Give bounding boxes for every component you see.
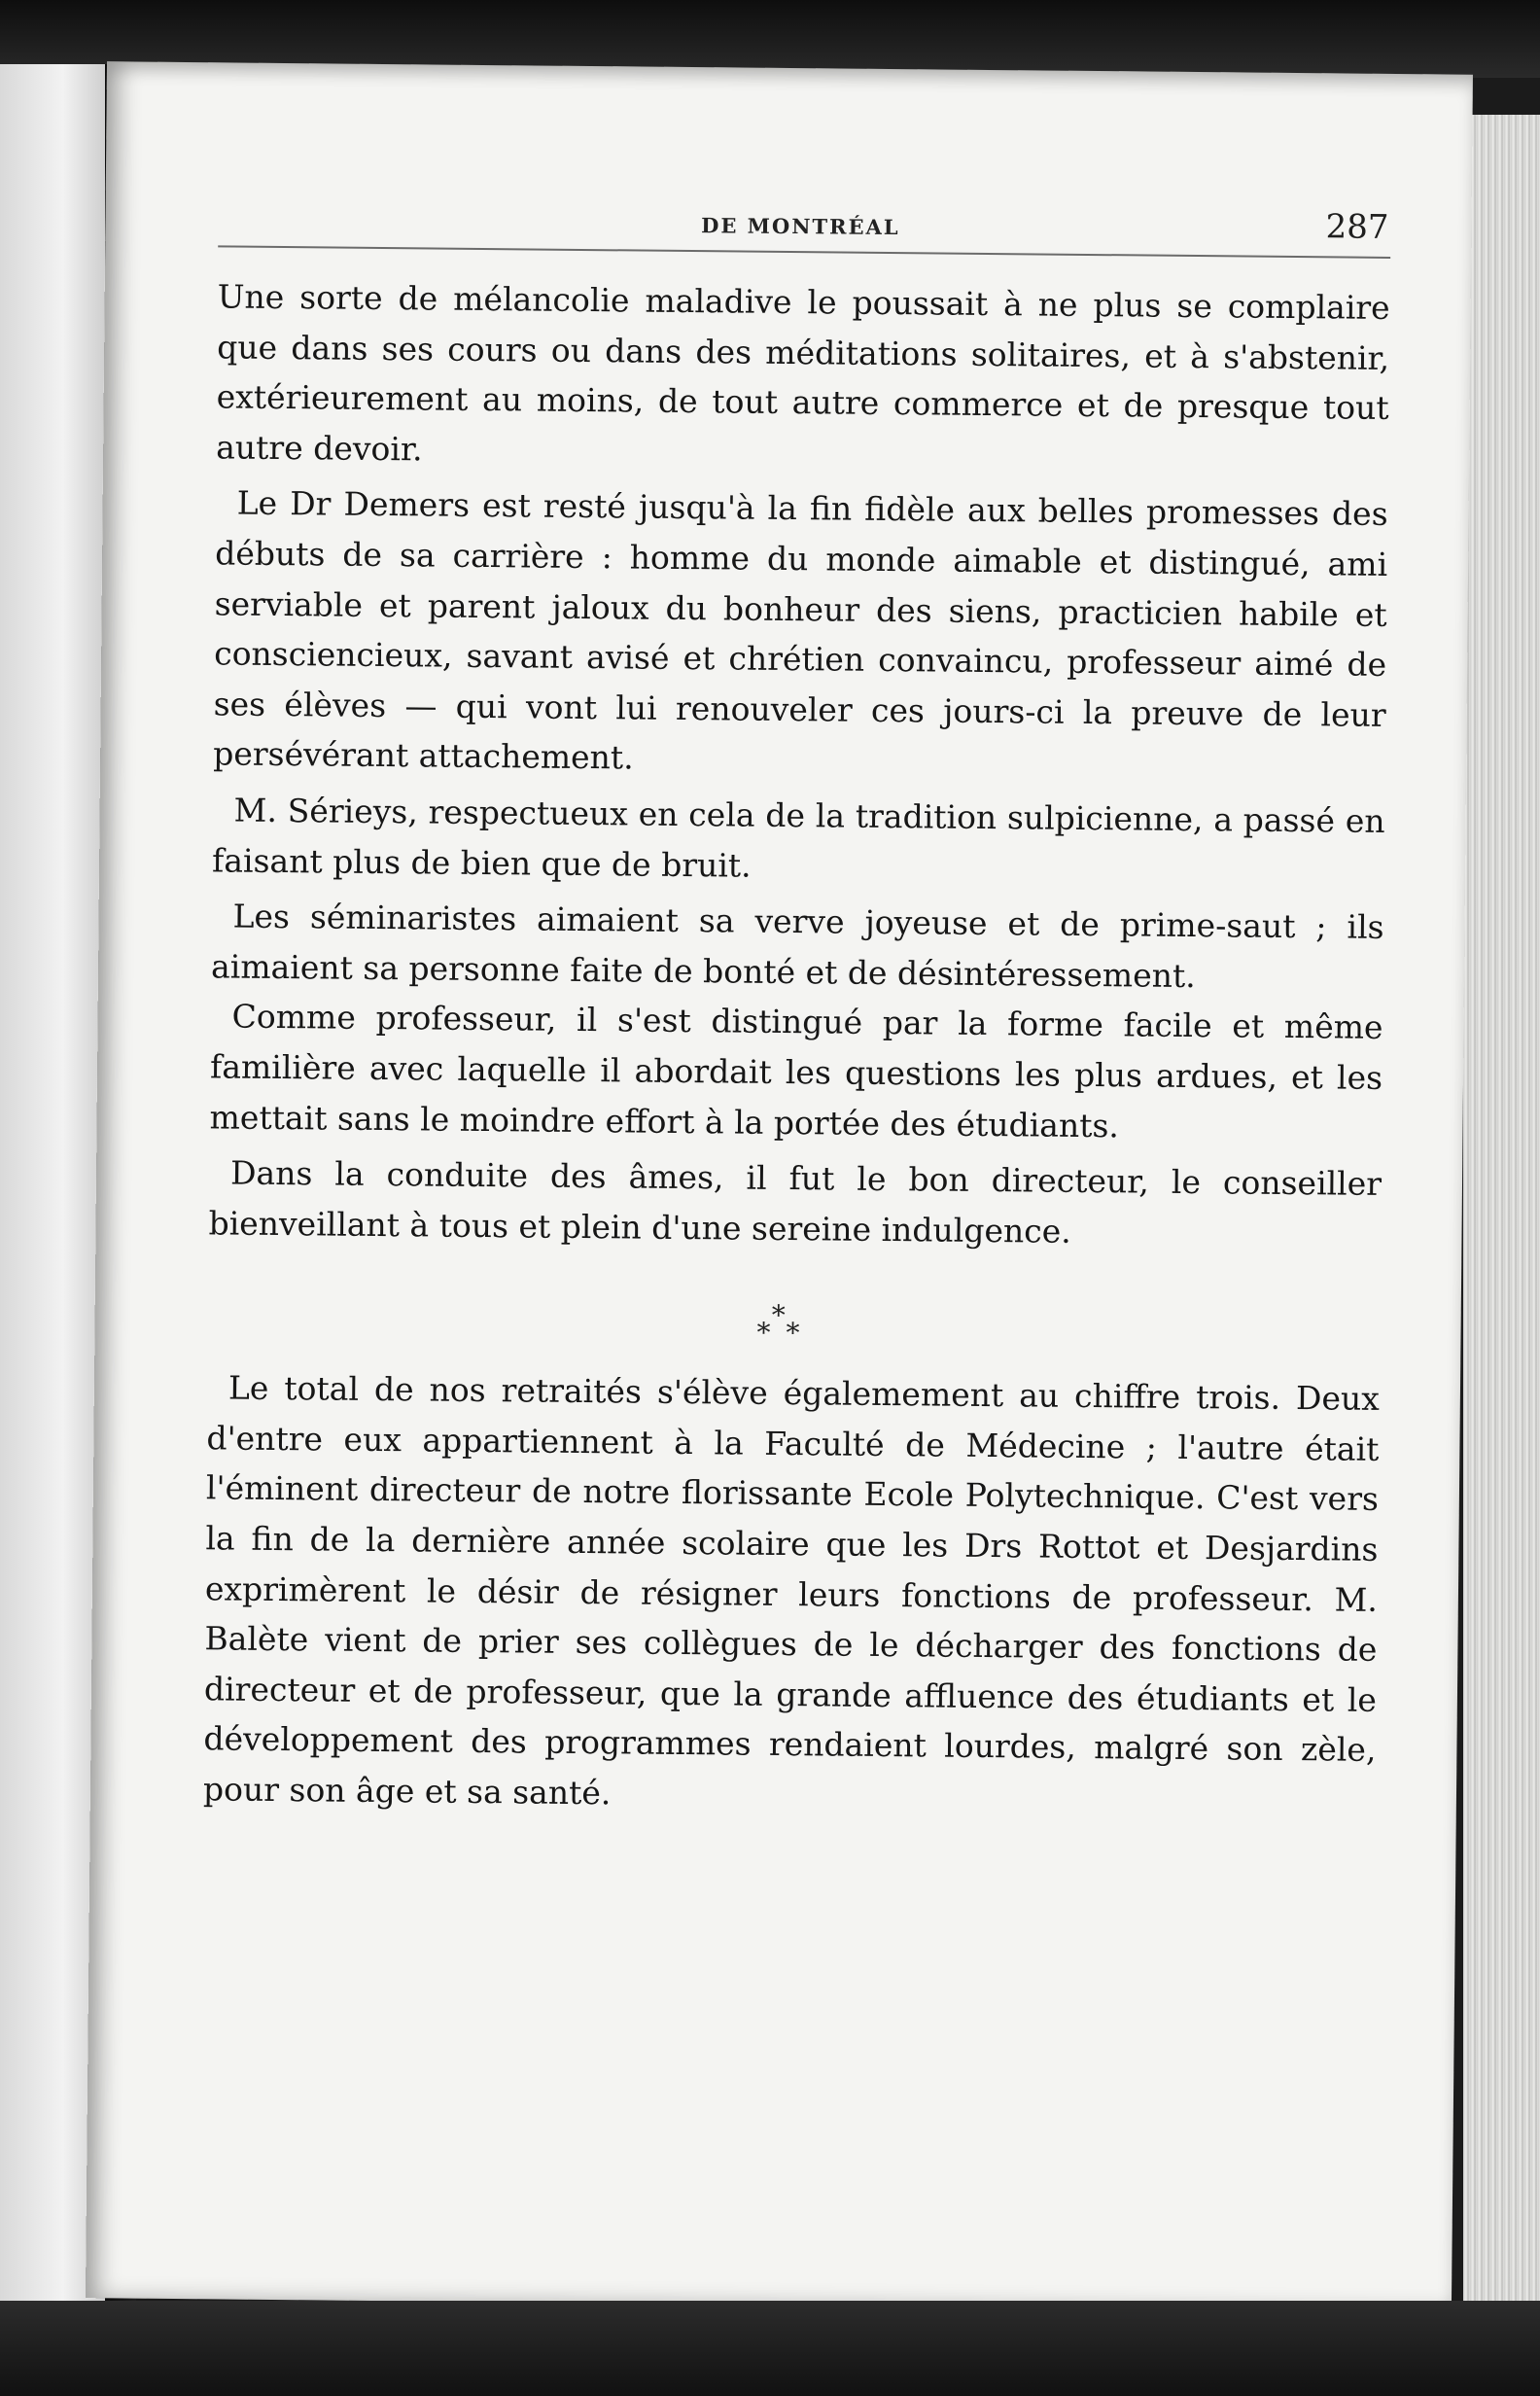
asterism-star-top: * xyxy=(771,1299,786,1332)
section-asterism xyxy=(207,1256,1381,1375)
asterism-star-left: * xyxy=(756,1317,771,1350)
paragraph-4: Les séminaristes aimaient sa verve joyeuse et de prime-saut ; ils aimaient sa personne faite de bonté et de désintéressement. xyxy=(210,897,1384,995)
paragraph-7: Le total de nos retraités s'élève égalemement au chiffre trois. Deux d'entre eux appartiennent à la Faculté de Médecine ; l'autre était l'éminent directeur de notre florissante Ecole Polytechnique. C'est vers la fin de la dernière année scolaire que les Drs Rottot et Desjardins exprimèrent le désir de résigner leurs fonctions de professeur. M. Balète vient de prier ses collègues de le décharger des fonctions de directeur et de professeur, que la grande affluence des étudiants et le développement des programmes rendaient lourdes, malgré son zèle, pour son âge et sa santé. xyxy=(202,1368,1381,1813)
paragraph-3: M. Sérieys, respectueux en cela de la tradition sulpicienne, a passé en faisant plus de bien que de bruit. xyxy=(211,791,1385,885)
body-text xyxy=(203,271,1390,1825)
paragraph-5: Comme professeur, il s'est distingué par la forme facile et même familière avec laquelle il abordait les questions les plus ardues, et les mettait sans le moindre effort à la portée des étudiants. xyxy=(209,997,1383,1145)
book-page xyxy=(86,61,1473,2310)
asterism-star-right: * xyxy=(786,1317,800,1350)
scan-bottom-border xyxy=(0,2301,1540,2396)
running-head: DE MONTRÉAL xyxy=(701,213,900,240)
paragraph-1: Une sorte de mélancolie maladive le poussait à ne plus se complaire que dans ses cours ou dans des méditations solitaires, et à s'abstenir, extérieurement au moins, de tout autre commerce et de presque tout autre devoir. xyxy=(216,277,1390,469)
paragraph-6: Dans la conduite des âmes, il fut le bon directeur, le conseiller bienveillant à tous et plein d'une sereine indulgence. xyxy=(208,1153,1382,1251)
paragraph-2: Le Dr Demers est resté jusqu'à la fin fidèle aux belles promesses des débuts de sa carrière : homme du monde aimable et distingué, ami serviable et parent jaloux du bonheur des siens, practicien habile et consciencieux, savant avisé et chrétien convaincu, professeur aimé de ses élèves — qui vont lui renouveler ces jours-ci la preuve de leur persévérant attachement. xyxy=(213,483,1388,777)
page-number: 287 xyxy=(1325,207,1389,247)
page-stack-edges xyxy=(1463,115,1540,2312)
